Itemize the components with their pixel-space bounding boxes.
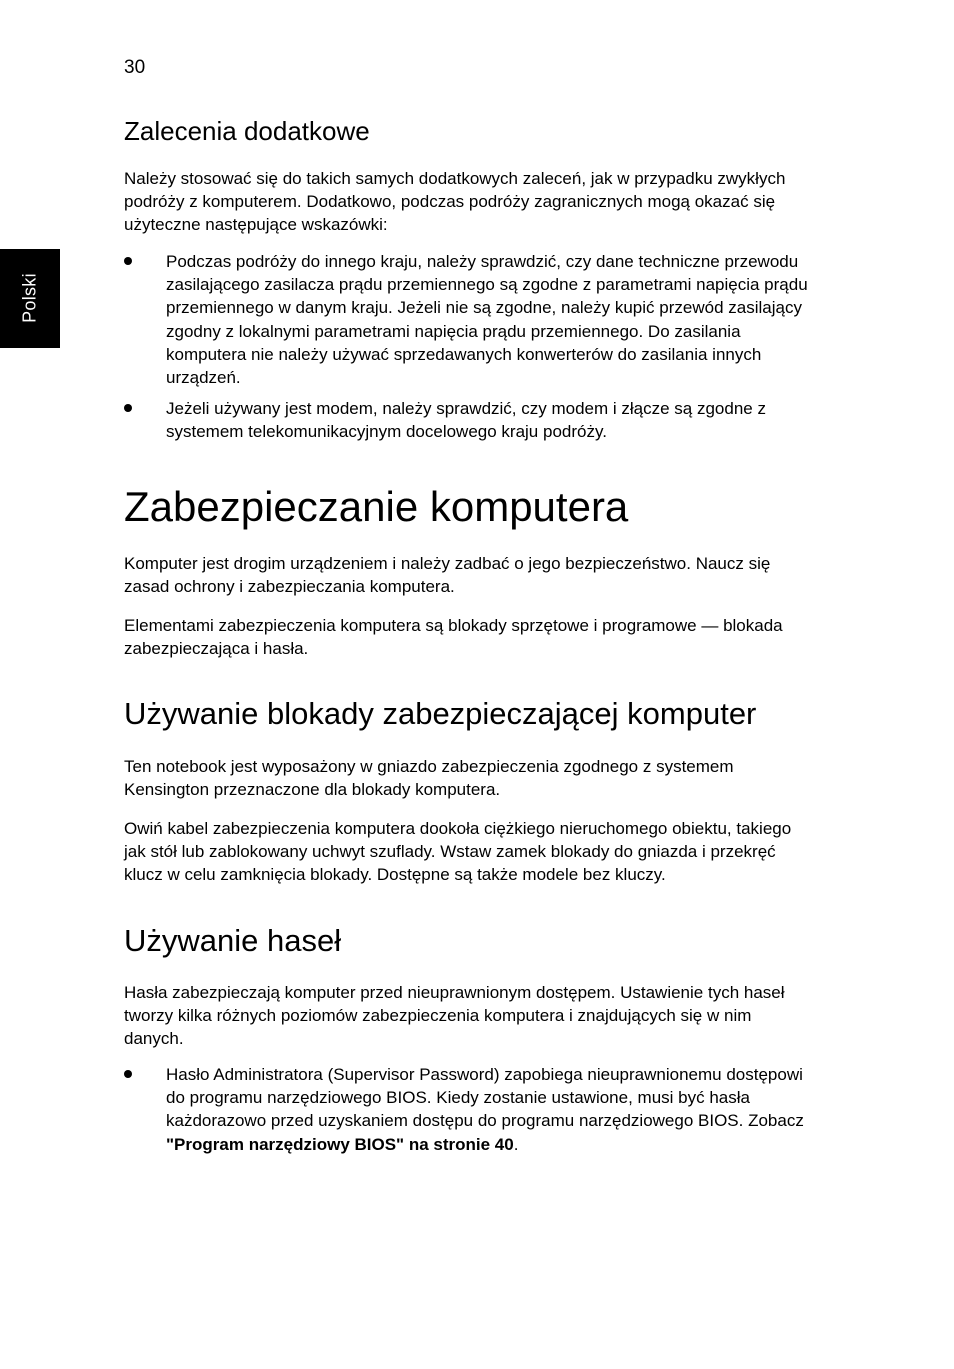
bullet-icon xyxy=(124,404,132,412)
bullet-icon xyxy=(124,1070,132,1078)
heading-extra-recommendations: Zalecenia dodatkowe xyxy=(124,116,370,146)
heading-security-lock: Używanie blokady zabezpieczającej komputer xyxy=(124,696,757,731)
paragraph-securing-1: Komputer jest drogim urządzeniem i należy zadbać o jego bezpieczeństwo. Naucz się zasad ochrony i zabezpieczania komputera. xyxy=(124,554,771,597)
list-item xyxy=(124,397,814,443)
list-item-text-end: . xyxy=(513,1134,519,1154)
language-side-tab xyxy=(0,249,60,348)
bios-utility-reference-link[interactable]: "Program narzędziowy BIOS" na stronie 40 xyxy=(166,1134,514,1154)
heading-passwords: Używanie haseł xyxy=(124,923,342,958)
page-number: 30 xyxy=(124,57,146,78)
paragraph-lock-2: Owiń kabel zabezpieczenia komputera dookoła ciężkiego nieruchomego obiektu, takiego jak stół lub zablokowany uchwyt szuflady. Wstaw zamek blokady do gniazda i przekręć klucz w celu zamknięcia blokady. Dostępne są także modele bez kluczy. xyxy=(124,819,792,885)
paragraph-passwords-1: Hasła zabezpieczają komputer przed nieuprawnionym dostępem. Ustawienie tych haseł tworzy kilka różnych poziomów zabezpieczenia komputera i znajdujących się w nim danych. xyxy=(124,983,785,1049)
list-item-text: Podczas podróży do innego kraju, należy sprawdzić, czy dane techniczne przewodu zasilającego zasilacza prądu przemiennego są zgodne z parametrami napięcia prądu przemiennego w danym kraju. Jeżeli nie są zgodne, należy kupić przewód zasilający zgodny z lokalnymi parametrami napięcia prądu przemiennego. Do zasilania komputera nie należy używać sprzedawanych konwerterów do zasilania innych urządzeń. xyxy=(166,252,808,388)
paragraph-lock-1: Ten notebook jest wyposażony w gniazdo zabezpieczenia zgodnego z systemem Kensington przeznaczone dla blokady komputera. xyxy=(124,757,734,800)
list-item xyxy=(124,250,814,389)
list-item-text: Jeżeli używany jest modem, należy sprawdzić, czy modem i złącze są zgodne z systemem telekomunikacyjnym docelowego kraju podróży. xyxy=(166,399,766,442)
list-item xyxy=(124,1063,814,1156)
list-item-text-body: Hasło Administratora (Supervisor Password) zapobiega nieuprawnionemu dostępowi do programu narzędziowego BIOS. Kiedy zostanie ustawione, musi być hasła każdorazowo przed uzyskaniem dostępu do programu narzędziowego BIOS. Zobacz xyxy=(166,1065,804,1131)
list-item-text xyxy=(166,1063,808,1156)
heading-securing-computer: Zabezpieczanie komputera xyxy=(124,483,629,530)
bullet-icon xyxy=(124,257,132,265)
paragraph-securing-2: Elementami zabezpieczenia komputera są blokady sprzętowe i programowe — blokada zabezpieczająca i hasła. xyxy=(124,616,783,659)
language-side-tab-label: Polski xyxy=(19,273,40,323)
paragraph-extra-recommendations-intro: Należy stosować się do takich samych dodatkowych zaleceń, jak w przypadku zwykłych podróży z komputerem. Dodatkowo, podczas podróży zagranicznych mogą okazać się użyteczne następujące wskazówki: xyxy=(124,169,786,235)
